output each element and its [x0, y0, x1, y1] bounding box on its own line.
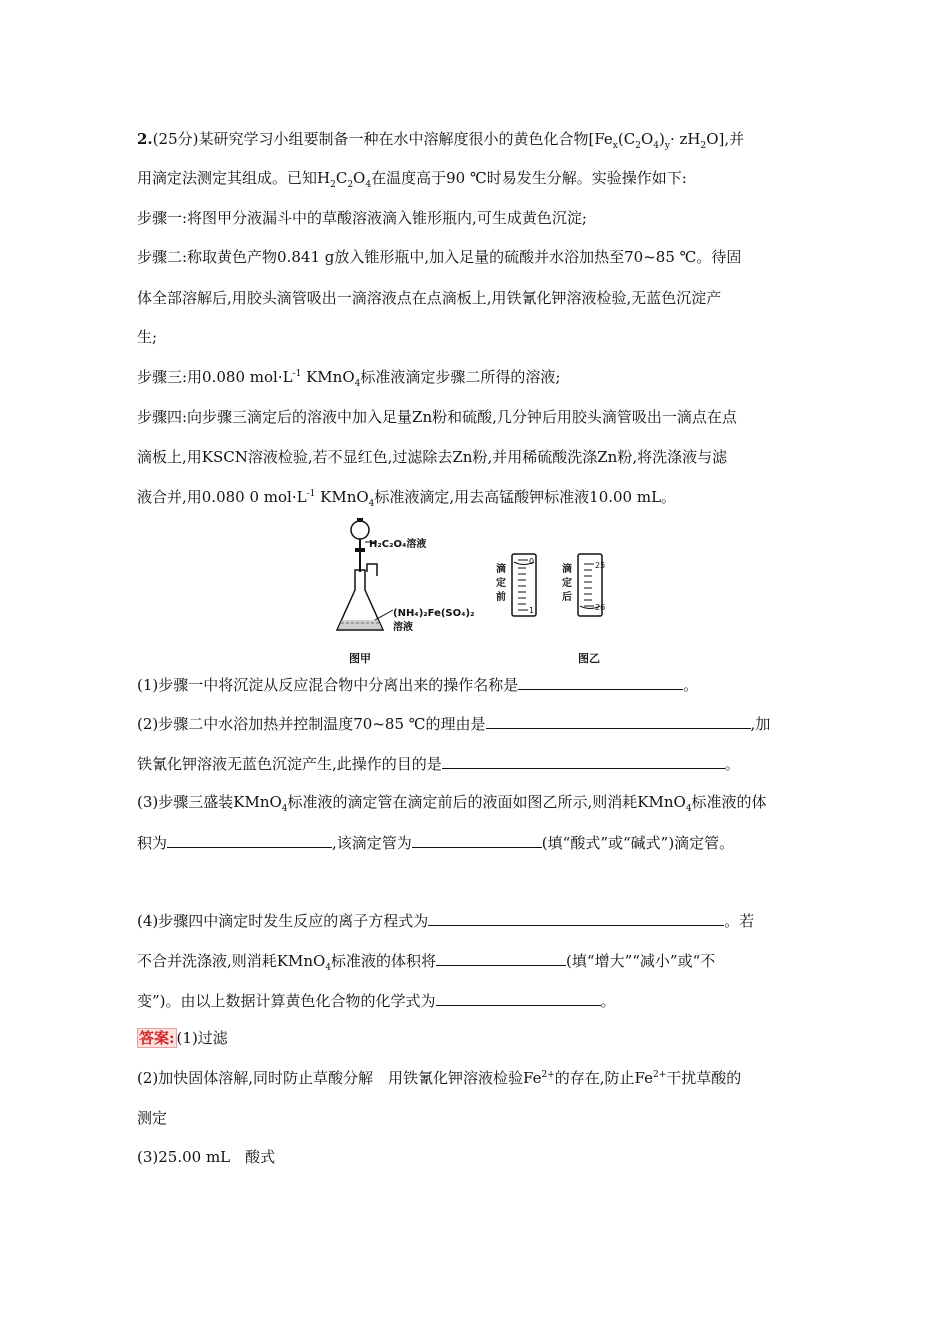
step-four-line-3: 液合并,用0.080 0 $mol\cdot L^{-1}$ KMnO$_4$标准液滴定,用去高锰酸钾标准液10.00 mL。 [137, 488, 677, 509]
answer-blank-2b[interactable] [442, 752, 725, 769]
side-tube [367, 564, 377, 576]
subquestion-4-line-2: 不合并洗涤液,则消耗KMnO$_4$标准液的体积将 (填“增大”“减小”或“不 [137, 949, 715, 972]
step-two-line-1: 步骤二:称取黄色产物0.841 g放入锥形瓶中,加入足量的硫酸并水浴加热至70~85 ℃。待固 [137, 248, 742, 266]
funnel-bulb [351, 521, 369, 539]
before-label-2: 定 [496, 578, 506, 589]
answer-2-line-2: 测定 [137, 1109, 168, 1127]
answer-blank-2a[interactable] [486, 712, 751, 729]
answer-blank-3a[interactable] [167, 831, 332, 848]
before-tick-1: 1 [529, 606, 535, 615]
question-number: 2. [137, 130, 153, 148]
burette-before-ticks [518, 560, 528, 610]
funnel-stopcock [355, 548, 365, 552]
answer-3: (3)25.00 mL 酸式 [137, 1148, 276, 1166]
figure-jia-caption: 图甲 [349, 652, 371, 665]
after-label-3: 后 [562, 592, 572, 603]
subquestion-4-line-1: (4)步骤四中滴定时发生反应的离子方程式为 。若 [137, 909, 754, 932]
subquestion-2-line-1: (2)步骤二中水浴加热并控制温度70~85 ℃的理由是 ,加 [137, 712, 770, 735]
flask-liquid [338, 620, 382, 629]
step-four-line-1: 步骤四:向步骤三滴定后的溶液中加入足量Zn粉和硫酸,几分钟后用胶头滴管吸出一滴点在点 [137, 408, 737, 426]
step-four-line-2: 滴板上,用KSCN溶液检验,若不显红色,过滤除去Zn粉,并用稀硫酸洗涤Zn粉,将洗涤液与滤 [137, 448, 728, 466]
answer-blank-4b[interactable] [436, 949, 566, 966]
flask-label-2: 溶液 [393, 622, 413, 633]
subquestion-4-line-3: 变”)。由以上数据计算黄色化合物的化学式为 。 [137, 989, 616, 1012]
question-stem-line-1: 2.(25分)某研究学习小组要制备一种在水中溶解度很小的黄色化合物$[Fe_x(C_2O_4)_y\cdot zH_2O]$,并 [137, 130, 745, 151]
figure-jia-apparatus [335, 512, 485, 667]
step-one: 步骤一:将图甲分液漏斗中的草酸溶液滴入锥形瓶内,可生成黄色沉淀; [137, 209, 587, 227]
funnel-label: H₂C₂O₄溶液 [369, 539, 427, 550]
answer-blank-1[interactable] [518, 673, 683, 690]
subquestion-1: (1)步骤一中将沉淀从反应混合物中分离出来的操作名称是 。 [137, 673, 698, 696]
question-score: (25分) [152, 130, 199, 148]
answer-2-line-1: (2)加快固体溶解,同时防止草酸分解 用铁氰化钾溶液检验$Fe^{2+}$的存在,防止$Fe^{2+}$干扰草酸的 [137, 1069, 742, 1087]
funnel-stopper [357, 518, 363, 522]
burette-after-ticks [584, 564, 594, 606]
before-label-3: 前 [496, 592, 506, 603]
flask-label-1: (NH₄)₂Fe(SO₄)₂ [393, 608, 475, 619]
step-two-line-2: 体全部溶解后,用胶头滴管吸出一滴溶液点在点滴板上,用铁氰化钾溶液检验,无蓝色沉淀产 [137, 289, 722, 307]
answer-blank-4c[interactable] [436, 989, 601, 1006]
after-tick-26: 26 [595, 603, 606, 612]
before-label-1: 滴 [496, 564, 506, 575]
after-label-1: 滴 [562, 564, 572, 575]
question-stem-line-2: 用滴定法测定其组成。已知$H_2C_2O_4$在温度高于90 ℃时易发生分解。实验操作如下: [137, 169, 687, 190]
answer-blank-4a[interactable] [428, 909, 724, 926]
figure-yi-caption: 图乙 [578, 652, 600, 665]
after-label-2: 定 [562, 578, 572, 589]
figure-yi-burettes [492, 550, 622, 667]
subquestion-2-line-2: 铁氰化钾溶液无蓝色沉淀产生,此操作的目的是 。 [137, 752, 740, 775]
step-three: 步骤三:用0.080 $mol\cdot L^{-1}$ KMnO$_4$标准液滴定步骤二所得的溶液; [137, 368, 561, 389]
flask-leader-line [375, 610, 393, 620]
after-tick-25: 25 [595, 561, 606, 570]
answer-blank-3b[interactable] [412, 831, 542, 848]
before-tick-0: 0 [529, 557, 535, 566]
subquestion-3-line-1: (3)步骤三盛装KMnO$_4$标准液的滴定管在滴定前后的液面如图乙所示,则消耗KMnO$_4$标准液的体 [137, 793, 767, 814]
subquestion-3-line-2: 积为 ,该滴定管为 (填“酸式”或“碱式”)滴定管。 [137, 831, 734, 854]
step-two-line-3: 生; [137, 328, 158, 346]
answer-tag: 答案: [139, 1029, 175, 1047]
answer-1: 答案: (1)过滤 [139, 1029, 228, 1047]
